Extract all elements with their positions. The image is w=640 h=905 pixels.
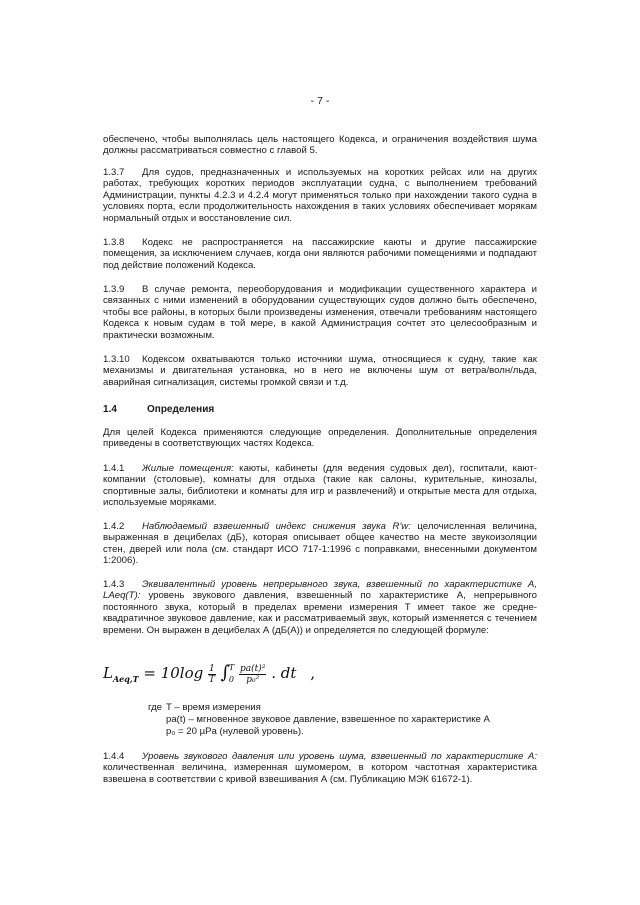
definition-1-4-2 — [103, 521, 537, 567]
formula-dt: . dt — [271, 664, 297, 682]
clause-number: 1.3.8 — [103, 237, 125, 248]
where-label: где — [148, 702, 163, 713]
fraction-numerator: 1 — [209, 663, 215, 674]
definition-term: Жилые помещения: — [142, 463, 234, 474]
clause-1-3-9 — [103, 284, 537, 341]
definition-number: 1.4.1 — [103, 463, 125, 474]
definition-1-4-3 — [103, 579, 537, 636]
section-heading — [103, 404, 214, 415]
clause-text: Для судов, предназначенных и используемых на коротких рейсах или на других работах, требующих коротких периодов эксплуатации судна, с выполнением требований Администрации, пункты 4.2.3 и 4.2.4 могут применяться только при нахождении такого судна в условиях порта, если продолжительность нахождения в таких условиях обеспечивает морякам нормальный отдых и восстановление сил. — [103, 167, 537, 224]
formula-lhs-subscript: Aeq,T — [112, 674, 139, 684]
definition-1-4-1 — [103, 463, 537, 509]
definition-1-4-4 — [103, 751, 537, 785]
integral-limits — [229, 662, 234, 686]
where-block — [148, 702, 166, 713]
clause-text: Кодексом охватываются только источники шума, относящиеся к судну, такие как механизмы и двигательная установка, но в него не включены шум от ветра/волн/льда, аварийная сигнализация, системы громкой связи и т.д. — [103, 354, 537, 388]
page-number: - 7 - — [310, 95, 330, 107]
formula-end-comma: , — [310, 664, 316, 682]
integral-lower-limit: 0 — [228, 675, 235, 684]
intro-paragraph: обеспечено, чтобы выполнялась цель настоящего Кодекса, и ограничения воздействия шума должны рассматриваться совместно с главой 5. — [103, 134, 537, 157]
formula-equals: = 10log — [138, 664, 204, 682]
clause-1-3-10 — [103, 354, 537, 388]
clause-text: Кодекс не распространяется на пассажирские каюты и другие пассажирские помещения, за исключением случаев, когда они являются рабочими помещениями и подпадают под действие положений Кодекса. — [103, 237, 537, 271]
where-line-t: T – время измерения — [166, 702, 261, 713]
section-title: Определения — [147, 404, 215, 415]
integral-sign: ∫ — [220, 662, 230, 683]
definition-number: 1.4.3 — [103, 579, 125, 590]
clause-number: 1.3.7 — [103, 167, 125, 178]
clause-1-3-8 — [103, 237, 537, 271]
clause-number: 1.3.9 — [103, 284, 125, 295]
definition-text: каюты, кабинеты (для ведения судовых дел), госпитали, кают-компании (столовые), комнаты для отдыха (такие как салоны, курительные, кинозалы, спортивные залы, библиотеки и комнаты для игр и развлечений) и открытые места для отдыха, используемые моряками. — [103, 463, 537, 509]
fraction-denominator: p₀² — [246, 674, 260, 685]
definition-number: 1.4.4 — [103, 751, 125, 762]
formula-lhs: L — [103, 664, 113, 682]
where-line-pa: pa(t) – мгновенное звуковое давление, взвешенное по характеристике А — [166, 714, 490, 725]
section-intro: Для целей Кодекса применяются следующие определения. Дополнительные определения приведены в соответствующих частях Кодекса. — [103, 427, 537, 450]
fraction-denominator: T — [208, 674, 215, 685]
laeq-formula — [103, 662, 315, 686]
definition-term: Эквивалентный уровень непрерывного звука, взвешенный по характеристике А, LAeq(T): — [103, 579, 537, 602]
definition-text: целочисленная величина, выраженная в децибелах (дБ), которая описывает общее качество на месте звукоизоляции стен, дверей или пола (см. стандарт ИСО 717-1:1996 с поправками, внесенными документом 1:2006). — [103, 521, 537, 567]
definition-text: уровень звукового давления, взвешенный по характеристике А, непрерывного постоянного звука, который в пределах времени измерения Т имеет такое же средне-квадратичное звуковое давление, как и рассматриваемый звук, который изменяется с течением времени. Он выражен в децибелах А (дБ(А)) и определяется по следующей формуле: — [103, 590, 537, 636]
definition-term: Наблюдаемый взвешенный индекс снижения звука R'w: — [142, 521, 411, 532]
formula-pressure-ratio — [239, 664, 266, 685]
clause-text: В случае ремонта, переоборудования и модификации существенного характера и связанных с ними изменений в оборудовании существующих судов должно быть обеспечено, чтобы все районы, в которых были произведены изменения, отвечали требованиям настоящего Кодекса к новым судам в той мере, в какой Администрация сочтет это целесообразным и практически возможным. — [103, 284, 537, 341]
definition-term: Уровень звукового давления или уровень шума, взвешенный по характеристике А: — [142, 751, 537, 762]
where-line-p0: p₀ = 20 µPa (нулевой уровень). — [166, 726, 304, 737]
clause-number: 1.3.10 — [103, 354, 130, 365]
clause-1-3-7 — [103, 167, 537, 224]
integral-upper-limit: T — [228, 663, 235, 672]
definition-text: количественная величина, измеренная шумомером, в котором частотная характеристика взвешена в соответствии с кривой взвешивания А (см. Публикацию МЭК 61672-1). — [103, 762, 537, 785]
section-number: 1.4 — [103, 404, 117, 415]
formula-fraction-one-over-t — [208, 664, 216, 685]
definition-number: 1.4.2 — [103, 521, 125, 532]
fraction-numerator: pa(t)² — [240, 663, 266, 674]
